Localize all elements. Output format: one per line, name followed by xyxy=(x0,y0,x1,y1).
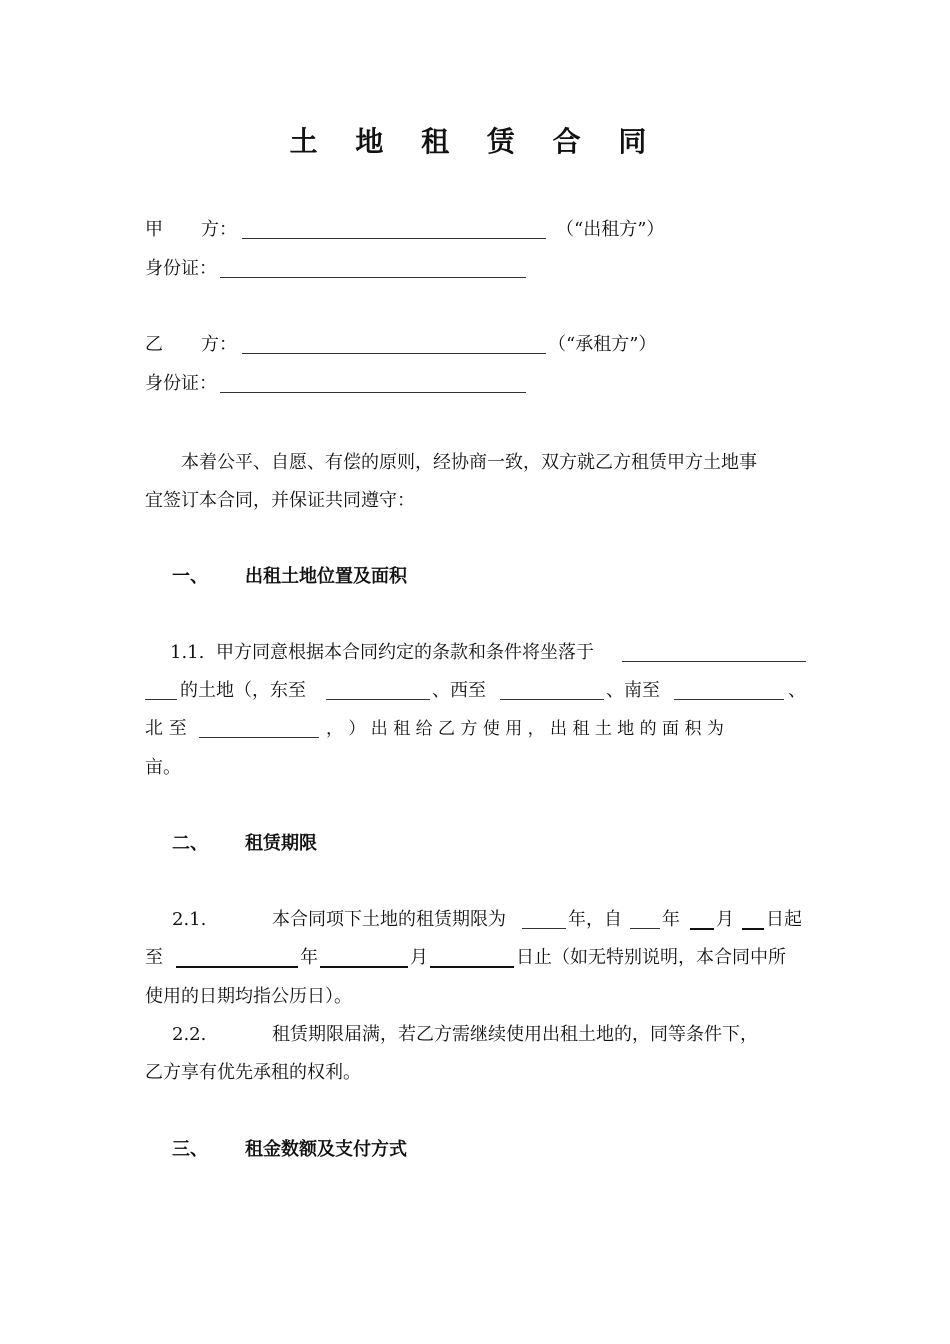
end-year-blank[interactable] xyxy=(176,948,298,968)
party-a-label-second: 方： xyxy=(201,219,237,240)
clause-2-1-text-b: 年，自 xyxy=(568,909,622,930)
clause-2-1-text-c: 年 xyxy=(662,909,680,930)
clause-1-1-comma: 、 xyxy=(788,680,806,701)
location-blank-cont[interactable] xyxy=(145,681,177,700)
west-boundary-blank[interactable] xyxy=(500,681,604,700)
location-blank[interactable] xyxy=(622,643,806,662)
party-b-name-blank[interactable] xyxy=(242,335,546,354)
clause-2-1-text-h: 月 xyxy=(410,947,428,968)
clause-2-2-line-2: 乙方享有优先承租的权利。 xyxy=(145,1062,361,1083)
clause-1-1-line-1: 甲方同意根据本合同约定的条款和条件将坐落于 xyxy=(216,642,594,663)
party-b-id-blank[interactable] xyxy=(220,374,526,393)
clause-2-1-text-i: 日止（如无特别说明，本合同中所 xyxy=(516,947,786,968)
section-1-number: 一、 xyxy=(172,566,208,587)
clause-2-2-line-1: 租赁期限届满，若乙方需继续使用出租土地的，同等条件下， xyxy=(272,1024,758,1045)
east-boundary-blank[interactable] xyxy=(326,681,430,700)
section-2-heading: 租赁期限 xyxy=(245,833,317,854)
section-3-heading: 租金数额及支付方式 xyxy=(245,1139,407,1160)
document-title: 土 地 租 赁 合 同 xyxy=(289,125,661,158)
clause-2-1-text-e: 日起 xyxy=(766,909,802,930)
section-3-number: 三、 xyxy=(172,1139,208,1160)
section-1-heading: 出租土地位置及面积 xyxy=(245,566,407,587)
clause-2-1-text-a: 本合同项下土地的租赁期限为 xyxy=(272,909,506,930)
section-2-number: 二、 xyxy=(172,833,208,854)
party-b-label-second: 方： xyxy=(201,334,237,355)
south-boundary-blank[interactable] xyxy=(674,681,784,700)
preamble-line-1: 本着公平、自愿、有偿的原则，经协商一致，双方就乙方租赁甲方土地事 xyxy=(181,452,757,473)
clause-1-1-west-label: 、西至 xyxy=(432,680,486,701)
start-month-blank[interactable] xyxy=(690,910,714,930)
start-year-blank[interactable] xyxy=(630,910,660,929)
clause-2-1-text-d: 月 xyxy=(716,909,734,930)
preamble-line-2: 宜签订本合同，并保证共同遵守： xyxy=(145,490,415,511)
party-b-label-first: 乙 xyxy=(145,334,163,355)
party-a-label-first: 甲 xyxy=(145,219,163,240)
clause-1-1-line-3: ， ） 出 租 给 乙 方 使 用 ， 出 租 土 地 的 面 积 为 xyxy=(326,719,724,739)
end-month-blank[interactable] xyxy=(320,948,408,968)
party-a-name-blank[interactable] xyxy=(242,220,546,239)
party-a-id-label: 身份证： xyxy=(145,258,217,279)
party-b-label xyxy=(145,333,237,357)
party-a-note: （“出租方”） xyxy=(556,219,665,240)
clause-1-1-number: 1.1. xyxy=(170,642,205,663)
clause-1-1-east-label: 的土地（，东至 xyxy=(180,680,306,701)
clause-1-1-line-4: 亩。 xyxy=(145,757,181,778)
clause-2-1-line-3: 使用的日期均指公历日）。 xyxy=(145,986,352,1007)
clause-2-1-text-g: 年 xyxy=(300,947,318,968)
clause-1-1-north-label: 北 至 xyxy=(145,718,187,739)
party-b-note: （“承租方”） xyxy=(548,334,657,355)
party-b-id-label: 身份证： xyxy=(145,373,217,394)
end-day-blank[interactable] xyxy=(430,948,514,968)
start-day-blank[interactable] xyxy=(742,910,764,930)
party-a-id-blank[interactable] xyxy=(220,259,526,278)
clause-2-2-number: 2.2. xyxy=(172,1024,207,1045)
clause-2-1-number: 2.1. xyxy=(172,909,207,930)
clause-1-1-south-label: 、南至 xyxy=(606,680,660,701)
north-boundary-blank[interactable] xyxy=(199,719,319,738)
lease-years-blank[interactable] xyxy=(522,910,566,929)
party-a-label xyxy=(145,218,237,242)
clause-2-1-text-f: 至 xyxy=(145,947,163,968)
